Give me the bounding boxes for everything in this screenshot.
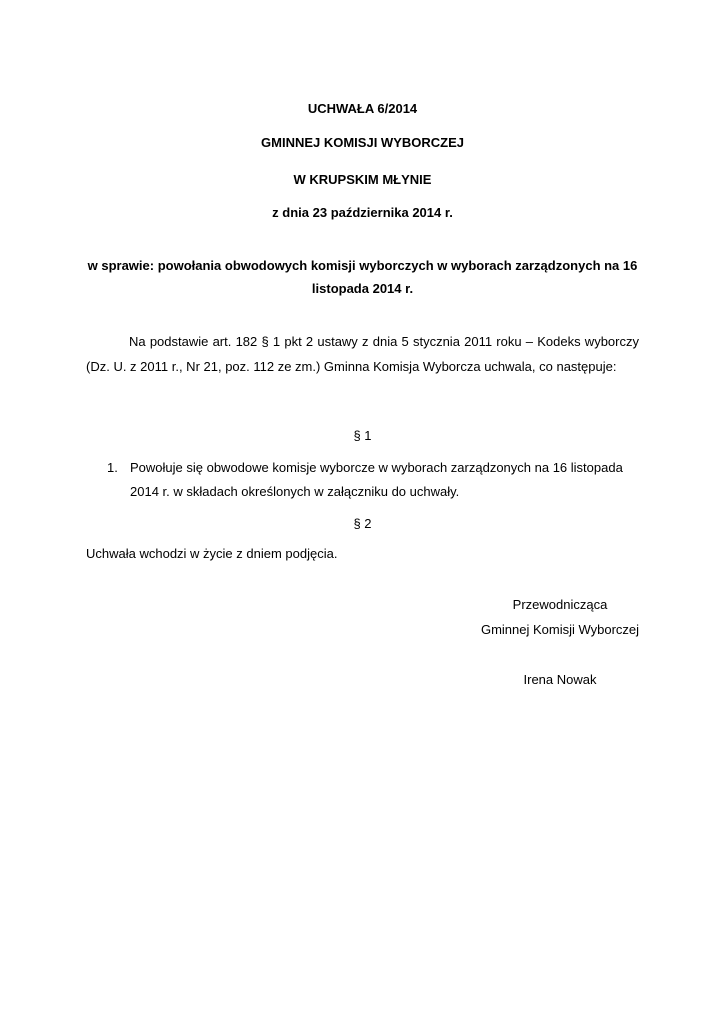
section-2-text: Uchwała wchodzi w życie z dniem podjęcia. [86, 546, 338, 561]
document-title: UCHWAŁA 6/2014 [307, 101, 418, 116]
preamble-paragraph: Na podstawie art. 182 § 1 pkt 2 ustawy z dnia 5 stycznia 2011 roku – Kodeks wyborczy (Dz. U. z 2011 r., Nr 21, poz. 112 ze zm.) Gminna Komisja Wyborcza uchwala, co następuje: [86, 334, 639, 374]
issuing-body: GMINNEJ KOMISJI WYBORCZEJ [261, 135, 464, 150]
section-2-mark: § 2 [353, 516, 372, 531]
list-item-number: 1. [107, 460, 118, 475]
list-item [107, 456, 639, 504]
section-1-mark: § 1 [353, 428, 372, 443]
list-item-text: Powołuje się obwodowe komisje wyborcze w wyborach zarządzonych na 16 listopada 2014 r. w składach określonych w załączniku do uchwały. [130, 460, 623, 499]
document-date: z dnia 23 października 2014 r. [272, 205, 453, 220]
issuing-location: W KRUPSKIM MŁYNIE [293, 172, 432, 187]
signature-body: Gminnej Komisji Wyborczej [480, 622, 640, 637]
signature-name: Irena Nowak [523, 672, 597, 687]
document-subject: w sprawie: powołania obwodowych komisji wyborczych w wyborach zarządzonych na 16 listopada 2014 r. [87, 258, 638, 296]
signature-role: Przewodnicząca [512, 597, 608, 612]
